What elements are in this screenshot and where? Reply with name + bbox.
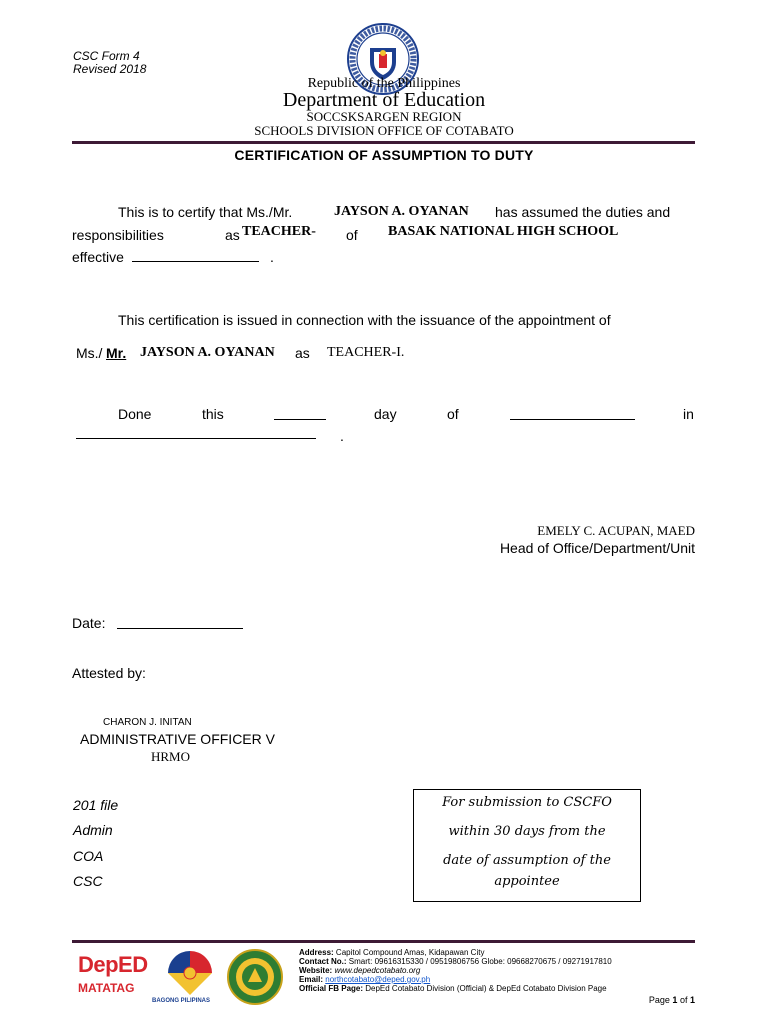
p3-in: in [683,406,694,422]
p1-effective: effective [72,249,124,265]
p3-day: day [374,406,397,422]
division-seal-logo [226,948,284,1006]
copy-item-csc: CSC [73,873,103,889]
form-revision: Revised 2018 [73,62,147,76]
p3-done: Done [118,406,152,422]
division-heading: SCHOOLS DIVISION OFFICE OF COTABATO [254,123,514,138]
footer-email-line: Email: northcotabato@deped.gov.ph [299,975,431,984]
p1-intro: This is to certify that Ms./Mr. [118,204,293,220]
attested-label: Attested by: [72,665,146,681]
copy-item-admin: Admin [73,822,113,838]
date-label: Date: [72,615,106,631]
p2-as: as [295,345,310,361]
matatag-logo-text: MATATAG [78,981,135,995]
form-identifier [73,50,146,76]
submission-line: date of assumption of the [443,853,611,868]
p2-ms: Ms./ [76,345,103,361]
p1-assumed: has assumed the duties and [495,204,671,220]
p3-period: . [340,428,344,444]
department-heading: Department of Education [282,89,486,111]
submission-line: appointee [494,874,560,889]
deped-matatag-logo [78,953,148,1013]
attester-name: CHARON J. INITAN [103,717,192,728]
school-name: BASAK NATIONAL HIGH SCHOOL [388,224,619,239]
p2-line1: This certification is issued in connection with the issuance of the appointment of [118,312,611,328]
footer-address-line: Address: Capitol Compound Amas, Kidapawan City [299,948,485,957]
signatory-name: EMELY C. ACUPAN, MAED [537,523,695,538]
signatory-title: Head of Office/Department/Unit [499,540,695,556]
republic-heading: Republic of the Philippines [307,76,461,91]
header-rule [72,141,695,144]
p2-position: TEACHER-I. [327,345,405,360]
attester-title: ADMINISTRATIVE OFFICER V [80,731,275,747]
footer-contact-line: Contact No.: Smart: 09616315330 / 09519806756 Globe: 09668270675 / 09271917810 [299,957,612,966]
p2-employee-name: JAYSON A. OYANAN [140,345,275,360]
p1-as: as [225,227,240,243]
employee-name: JAYSON A. OYANAN [334,204,469,219]
region-heading: SOCCSKSARGEN REGION [306,109,462,124]
form-number: CSC Form 4 [73,49,140,63]
footer-fb-line: Official FB Page: DepEd Cotabato Division (Official) & DepEd Cotabato Division Page [299,984,607,993]
footer-rule [72,940,695,943]
footer-website[interactable]: www.depedcotabato.org [334,966,421,975]
page-total: 1 [689,995,695,1005]
attester-unit: HRMO [151,749,191,764]
copy-item-201-file: 201 file [73,797,119,813]
submission-note-box [413,789,641,902]
position-title: TEACHER- [242,224,316,239]
document-title: CERTIFICATION OF ASSUMPTION TO DUTY [234,147,534,163]
day-blank [274,419,326,420]
p1-period: . [270,249,274,265]
footer-email-link[interactable]: northcotabato@deped.gov.ph [325,975,431,984]
footer-fb: DepEd Cotabato Division (Official) & DepEd Cotabato Division Page [365,984,607,993]
p1-responsibilities: responsibilities [72,227,164,243]
month-blank [510,419,635,420]
submission-line: For submission to CSCFO [442,795,612,810]
p3-this: this [202,406,224,422]
p1-of: of [346,227,358,243]
page-current: 1 [672,995,678,1005]
copy-item-coa: COA [73,848,104,864]
page-number: Page 1 of 1 [648,995,695,1005]
effective-date-blank [132,261,259,262]
p2-mr: Mr. [106,345,127,361]
footer-address: Capitol Compound Amas, Kidapawan City [335,948,485,957]
footer-contact-block [299,948,612,993]
footer-website-line: Website: www.depedcotabato.org [299,966,421,975]
bagong-pilipinas-text: BAGONG PILIPINAS [152,998,211,1004]
footer-contact: Smart: 09616315330 / 09519806756 Globe: 09668270675 / 09271917810 [348,957,612,966]
bagong-pilipinas-logo [160,948,220,998]
p3-of: of [447,406,459,422]
place-blank [76,438,316,439]
date-blank [117,628,243,629]
deped-logo-text: DepED [78,952,148,977]
submission-line: within 30 days from the [448,824,606,839]
